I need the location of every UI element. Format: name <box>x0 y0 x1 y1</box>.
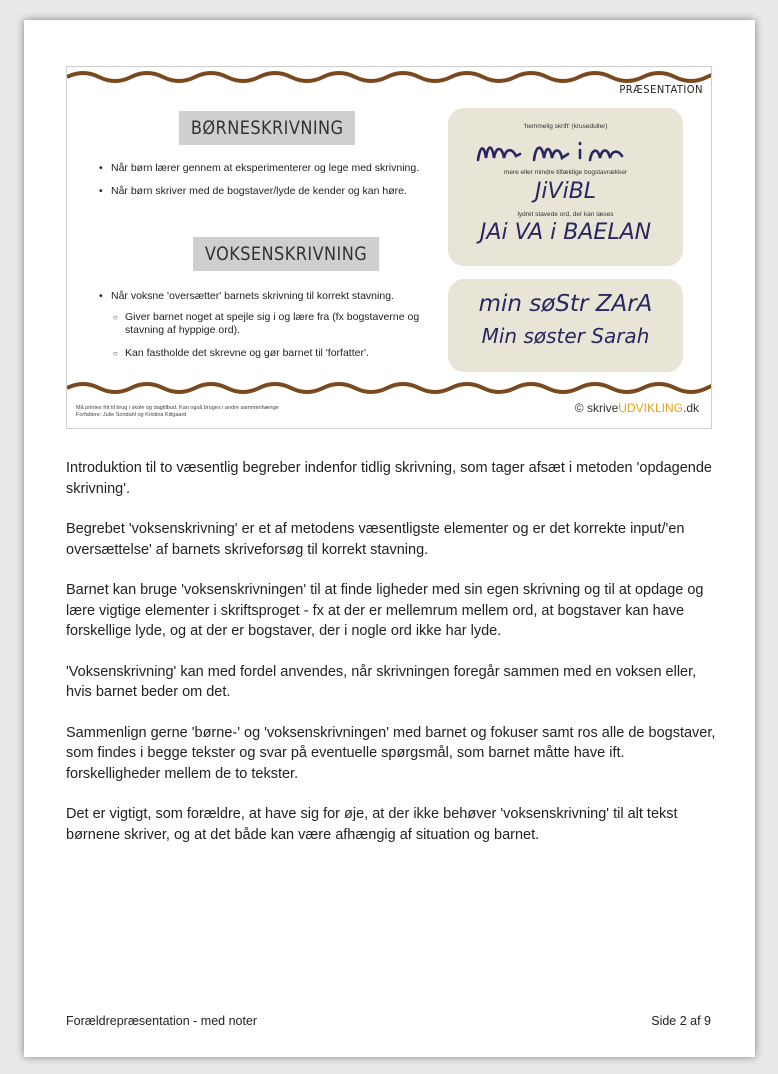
paragraph: 'Voksenskrivning' kan med fordel anvendes, når skrivningen foregår sammen med en voksen eller, hvis barnet beder om det. <box>66 663 697 700</box>
handwriting-random-letters: JiViBL <box>534 179 597 204</box>
wave-border-top <box>67 69 711 85</box>
bullet-list-1 <box>97 162 422 208</box>
child-handwriting: min søStr ZArA <box>478 291 653 317</box>
credits-line-1: Må printes frit til brug i skole og dagtilbud. Kan også bruges i andre sammenhænge <box>76 405 279 411</box>
paragraph: Sammenlign gerne 'børne-' og 'voksenskrivningen' med barnet og fokuser samt ros alle de bogstaver, som findes i begge tekster og svar på eventuelle spørgsmål, som barnet måtte have ift. forskelligheder mellem de to tekster. <box>66 724 716 782</box>
bullet-item: • Når børn skriver med de bogstaver/lyde de kender og kan høre. <box>97 185 422 198</box>
logo-suffix: .dk <box>682 401 699 415</box>
sub-bullet-item: ○ Kan fastholde det skrevne og gør barnet til 'forfatter'. <box>111 347 437 360</box>
page-number: Side 2 af 9 <box>651 1014 711 1028</box>
page-footer-title: Forældrepræsentation - med noter <box>66 1014 258 1028</box>
bullet-item: • Når børn lærer gennem at eksperimenterer og lege med skrivning. <box>97 162 422 175</box>
slide-footer-credits <box>76 405 279 419</box>
slide-image <box>66 66 712 429</box>
notes-body <box>66 458 721 865</box>
credits-line-2: Forfattere: Julie Sondahl og Kristina Kiilgaard <box>76 412 187 418</box>
logo-prefix: © skrive <box>574 401 619 415</box>
caption-random-letters: mere eller mindre tilfældige bogstavrækker <box>503 169 628 176</box>
paragraph: Det er vigtigt, som forældre, at have sig for øje, at der ikke behøver 'voksenskrivning' til alt tekst børnene skriver, og at det både kan være afhængig af situation og barnet. <box>66 806 678 843</box>
caption-phonetic-spelling: lydret stavede ord, der kan læses <box>517 211 614 218</box>
wave-border-bottom <box>67 380 711 396</box>
adult-writing-example-box <box>448 279 683 372</box>
sub-bullet-list <box>111 311 437 360</box>
handwriting-phonetic-spelling: JAi VA i BAELAN <box>479 220 652 245</box>
document-page <box>24 20 755 1057</box>
paragraph: Introduktion til to væsentlig begreber indenfor tidlig skrivning, som tager afsæt i metoden 'opdagende skrivning'. <box>66 460 712 497</box>
skriveudvikling-logo <box>575 401 699 415</box>
adult-handwriting: Min søster Sarah <box>481 324 650 348</box>
paragraph: Barnet kan bruge 'voksenskrivningen' til at finde ligheder med sin egen skrivning og til at opdage og lære vigtige elementer i skriftsproget - fx at der er mellemrum mellem ord, at bogstaver kan have forskellige lyde, og at der er bogstaver, der i nogle ord ikke har lyde. <box>66 582 704 639</box>
bullet-item <box>97 290 437 360</box>
sub-bullet-item: ○ Giver barnet noget at spejle sig i og lære fra (fx bogstaverne og stavning af hyppige ord). <box>111 311 437 337</box>
heading-borneskrivning: BØRNESKRIVNING <box>179 111 355 145</box>
paragraph: Begrebet 'voksenskrivning' er et af metodens væsentligste elementer og er det korrekte input/'en oversættelse' af barnets skriveforsøg til korrekt stavning. <box>66 521 685 558</box>
bullet-text: Når voksne 'oversætter' barnets skrivning til korrekt stavning. <box>111 290 394 302</box>
logo-mid: UDVIKLING <box>618 401 683 415</box>
heading-voksenskrivning: VOKSENSKRIVNING <box>193 237 379 271</box>
child-writing-examples-box <box>448 108 683 266</box>
scribble-writing <box>476 138 651 164</box>
slide-tag: PRÆSENTATION <box>619 83 703 96</box>
bullet-list-2 <box>97 290 437 370</box>
caption-secret-writing: 'hemmelig skrift' (kruseduller) <box>523 123 608 130</box>
